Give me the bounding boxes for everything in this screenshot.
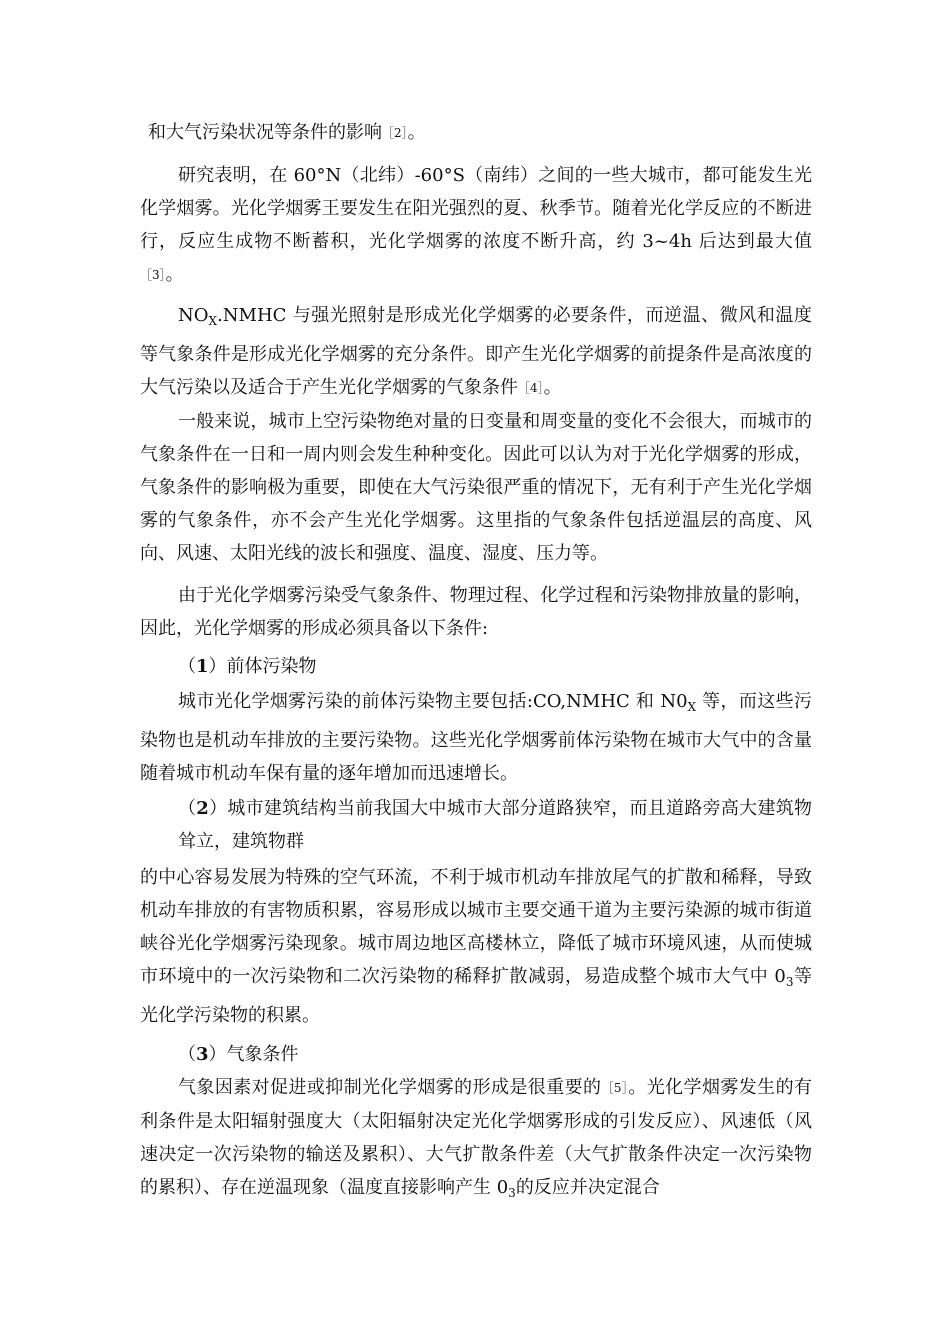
heading-1 (178, 650, 812, 683)
paragraph-6-tail: 等，而这些污染物也是机动车排放的主要污染物。这些光化学烟雾前体污染物在城市大气中的含量随着城市机动车保有量的逐年增加而迅速增长。 (140, 691, 812, 784)
heading-1-number: 1 (196, 656, 209, 677)
paragraph-8-subscript: 3 (508, 1186, 516, 1200)
heading-3-open: （ (178, 1044, 196, 1065)
heading-3-label: 气象条件 (226, 1044, 299, 1065)
paragraph-4-text: 一般来说，城市上空污染物绝对量的日变量和周变量的变化不会很大，而城市的气象条件在一日和一周内则会发生种种变化。因此可以认为对于光化学烟雾的形成，气象条件的影响极为重要，即使在大气污染很严重的情况下，无有利于产生光化学烟雾的气象条件，亦不会产生光化学烟雾。这里指的气象条件包括逆温层的高度、风向、风速、太阳光线的波长和强度、温度、湿度、压力等。 (140, 411, 812, 564)
heading-2 (178, 792, 812, 858)
paragraph-1 (148, 116, 820, 150)
citation-5: ［5］ (601, 1081, 629, 1095)
heading-1-label: 前体污染物 (226, 656, 317, 677)
paragraph-1-tail: 。 (407, 122, 426, 143)
heading-2-open: （ (178, 798, 197, 819)
heading-3-close: ） (208, 1044, 227, 1065)
paragraph-3-tail: 。 (543, 377, 562, 398)
paragraph-3 (140, 299, 812, 405)
paragraph-6-subscript: X (687, 700, 697, 714)
heading-1-close: ） (208, 656, 227, 677)
paragraph-7 (140, 861, 812, 1032)
paragraph-2 (140, 159, 812, 292)
paragraph-8-text: 气象因素对促进或抑制光化学烟雾的形成是很重要的 (178, 1077, 602, 1098)
citation-3: ［3］ (140, 268, 166, 282)
paragraph-5-text: 由于光化学烟雾污染受气象条件、物理过程、化学过程和污染物排放量的影响，因此，光化学烟雾的形成必须具备以下条件: (140, 585, 812, 639)
paragraph-3-pre: NO (178, 305, 209, 326)
heading-1-open: （ (178, 656, 196, 677)
citation-2: ［2］ (382, 126, 408, 140)
paragraph-7-subscript: 3 (785, 975, 794, 989)
paragraph-7-tail: 等光化学污染物的积累。 (140, 966, 813, 1026)
paragraph-3-text: .NMHC 与强光照射是形成光化学烟雾的必要条件，而逆温、微风和温度等气象条件是形成光化学烟雾的充分条件。即产生光化学烟雾的前提条件是高浓度的大气污染以及适合于产生光化学烟雾的气象条件 (140, 305, 812, 398)
paragraph-7-text: 的中心容易发展为特殊的空气环流，不利于城市机动车排放尾气的扩散和稀释，导致机动车排放的有害物质积累，容易形成以城市主要交通干道为主要污染源的城市街道峡谷光化学烟雾污染现象。城市周边地区高楼林立，降低了城市环境风速，从而使城市环境中的一次污染物和二次污染物的稀释扩散减弱，易造成整个城市大气中 0 (140, 867, 812, 987)
heading-2-number: 2 (196, 798, 209, 819)
heading-2-close: ） (208, 798, 228, 819)
paragraph-4 (140, 405, 812, 570)
heading-3-number: 3 (196, 1044, 209, 1065)
citation-4: ［4］ (518, 381, 544, 395)
paragraph-8 (140, 1071, 812, 1210)
heading-2-label: 城市建筑结构当前我国大中城市大部分道路狭窄，而且道路旁高大建筑物耸立，建筑物群 (178, 798, 813, 852)
heading-3 (178, 1038, 812, 1071)
paragraph-8-tail: 的反应并决定混合 (515, 1177, 660, 1198)
paragraph-6-text: 城市光化学烟雾污染的前体污染物主要包括:CO,NMHC 和 N0 (178, 691, 688, 712)
paragraph-3-subscript: X (208, 314, 218, 328)
paragraph-1-text: 和大气污染状况等条件的影响 (148, 122, 382, 143)
paragraph-2-text: 研究表明，在 60°N（北纬）-60°S（南纬）之间的一些大城市，都可能发生光化学烟雾。光化学烟雾王要发生在阳光强烈的夏、秋季节。随着光化学反应的不断进行，反应生成物不断蓄积，光化学烟雾的浓度不断升高，约 3~4h 后达到最大值 (140, 165, 812, 252)
paragraph-5 (140, 579, 812, 645)
paragraph-6 (140, 685, 812, 790)
paragraph-8-mid: 。光化学烟雾发生的有利条件是太阳辐射强度大（太阳辐射决定光化学烟雾形成的引发反应）、风速低（风速决定一次污染物的输送及累积）、大气扩散条件差（大气扩散条件决定一次污染物的累积）、存在逆温现象（温度直接影响产生 0 (140, 1077, 813, 1198)
paragraph-2-tail: 。 (165, 264, 184, 285)
